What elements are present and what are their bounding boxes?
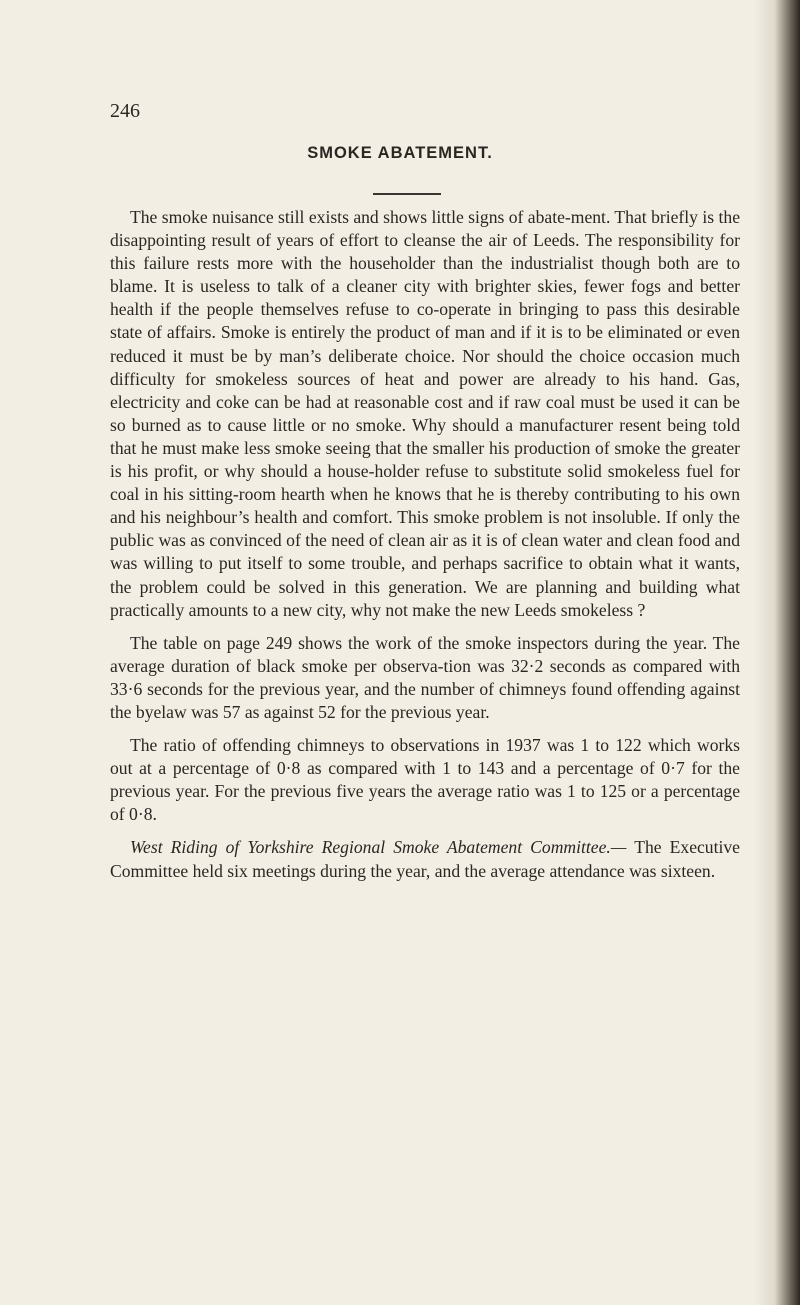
heading-divider (373, 193, 441, 195)
committee-title: West Riding of Yorkshire Regional Smoke Abatement Committee.— (130, 837, 627, 858)
paragraph-inspectors-table: The table on page 249 shows the work of the smoke inspectors during the year. The average duration of black smoke per observa-tion was 32·2 seconds as compared with 33·6 seconds for the previous year, and the number of chimneys found offending against the byelaw was 57 as against 52 for the previous year. (110, 632, 740, 722)
paragraph-west-riding-committee (110, 836, 740, 882)
paragraph-smoke-nuisance: The smoke nuisance still exists and shows little signs of abate-ment. That briefly is the disappointing result of years of effort to cleanse the air of Leeds. The responsibility for this failure rests more with the householder than the industrialist though both are to blame. It is useless to talk of a cleaner city with brighter skies, fewer fogs and better health if the people themselves refuse to co-operate in bringing to pass this desirable state of affairs. Smoke is entirely the product of man and if it is to be eliminated or even reduced it must be by man’s deliberate choice. Nor should the choice occasion much difficulty for smokeless sources of heat and power are already to his hand. Gas, electricity and coke can be had at reasonable cost and if raw coal must be used it can be so burned as to cause little or no smoke. Why should a manufacturer resent being told that he must make less smoke seeing that the smaller his production of smoke the greater is his profit, or why should a house-holder refuse to substitute solid smokeless fuel for coal in his sitting-room hearth when he knows that he is thereby contributing to his own and his neighbour’s health and comfort. This smoke problem is not insoluble. If only the public was as convinced of the need of clean air as it is of clean water and clean food and was willing to put itself to some trouble, and perhaps sacrifice to obtain what it wants, the problem could be solved in this generation. We are planning and building what practically amounts to a new city, why not make the new Leeds smokeless ? (110, 207, 740, 620)
paragraph-offending-ratio: The ratio of offending chimneys to observations in 1937 was 1 to 122 which works out at a percentage of 0·8 as compared with 1 to 143 and a percentage of 0·7 for the previous year. For the previous five years the average ratio was 1 to 125 or a percentage of 0·8. (110, 735, 740, 825)
page-edge-shadow (754, 0, 800, 1305)
page-number: 246 (110, 100, 140, 122)
section-heading: SMOKE ABATEMENT. (307, 144, 493, 162)
committee-text: The Executive Committee held six meetings during the year, and the average attendance was sixteen. (110, 837, 740, 881)
body-text (110, 206, 740, 893)
